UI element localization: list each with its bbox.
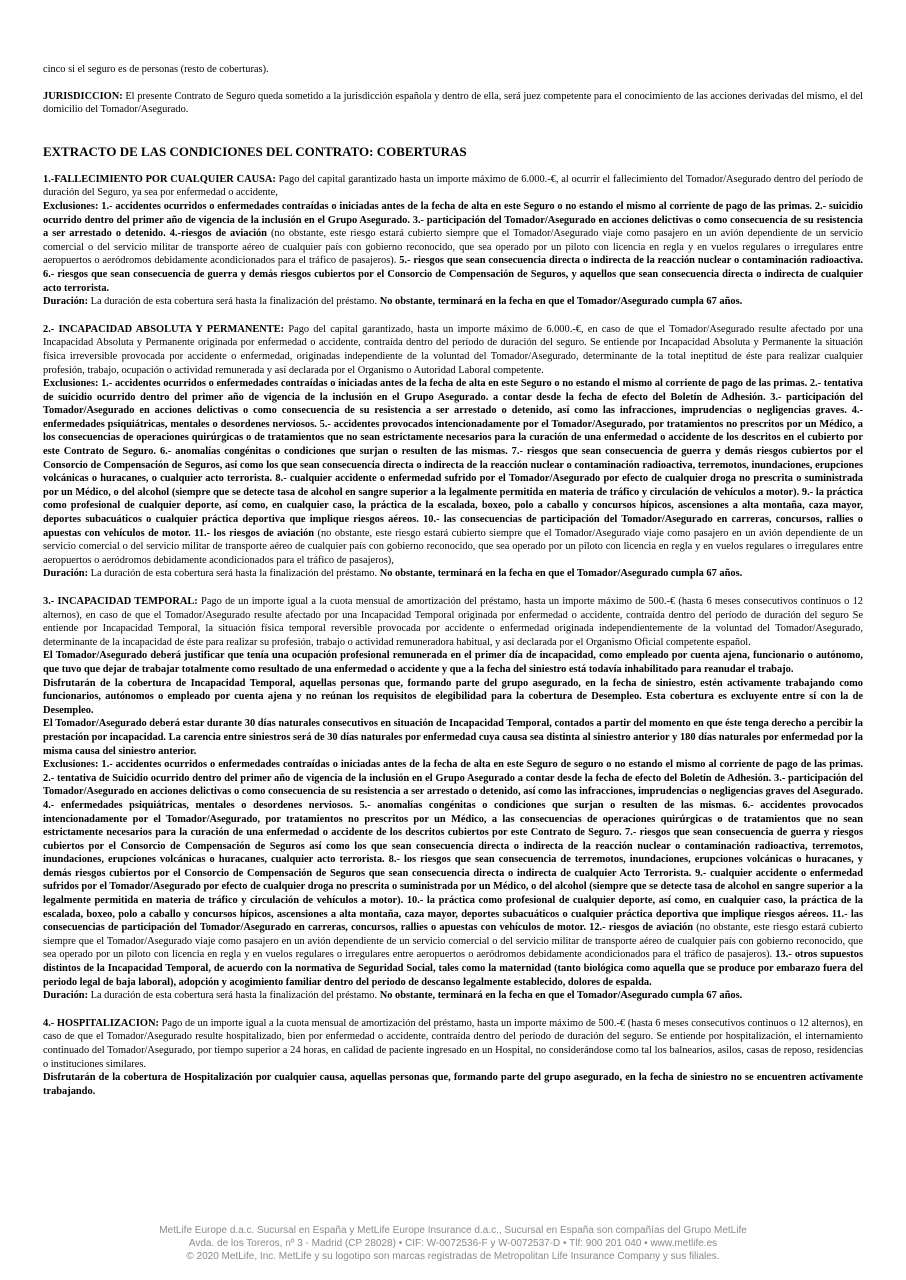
- incapacidad-temporal-justificar: [43, 649, 863, 676]
- incapacidad-temporal-exclusions: [43, 758, 863, 989]
- exclusions-part-a: Exclusiones: 1.- accidentes ocurridos o enfermedades contraídas o iniciadas antes de la fecha de alta en este Seguro de seguro o no estando el mismo al corriente de pago de las primas. 2.- tentativa de Suicidio ocurrido dentro del primer año de vigencia de la inclusión en el Grupo Asegurado a contar desde la fecha de efecto del Boletín de Adhesión. 3.- participación del Tomador/Asegurado en acciones delictivas o como consecuencia de su resistencia a ser arrestado o detenido, así como las infracciones, imprudencias o negligencias graves del Asegurado. 4.- enfermedades psiquiátricas, mentales o desordenes nerviosos. 5.- anomalías congénitas o condiciones que surjan o resulten de las mismas. 6.- accidentes provocados intencionadamente por el Tomador/Asegurado, por tratamientos no prescritos por un Médico, a las consecuencias de operaciones quirúrgicas o de tratamientos que no sean estrictamente necesarios para la curación de una enfermedad o accidente de los descritos cubiertos por este Contrato de Seguro. 7.- riesgos que sean consecuencia de guerra y riesgos cubiertos por el Consorcio de Compensación de Seguros así como los que sean consecuencia directa o indirecta de la reacción nuclear o contaminación radioactiva, terremotos, inundaciones, erupciones volcánicas o huracanes, cualquier acto terrorista. 8.- los riesgos que sean consecuencia de terremotos, inundaciones, erupciones volcánicas o huracanes, y demás riesgos cubiertos por el Consorcio de Compensación de Seguros que sean consecuencia directa o indirecta de cualquier Acto Terrorista. 9.- cualquier accidente o enfermedad sufridos por el Tomador/Asegurado por efecto de cualquier droga no prescrita o suministrada por un Médico, o del alcohol (siempre que se detecte tasa de alcohol en sangre superior a la legalmente permitida en materia de tráfico y circulación de vehículos a motor). 10.- la práctica como profesional de cualquier deporte, así como, en cualquier caso, la práctica de la escalada, boxeo, polo a caballo y concursos hípicos, ascensiones a alta montaña, caza mayor, deportes subacuáticos o cualquier práctica deportiva que implique riesgos aéreos. 11.- las consecuencias de participación del Tomador/Asegurado en carreras, concursos, rallies o apuestas con vehículos de motor. 12.- riesgos de aviación: [43, 759, 863, 934]
- exclusions-part-a: Exclusiones: 1.- accidentes ocurridos o enfermedades contraídas o iniciadas antes de la fecha de alta en este Seguro o no estando el mismo al corriente de pago de las primas. 2.- tentativa de suicidio ocurrido dentro del primer año de vigencia de la inclusión en el Grupo Asegurado. a contar desde la fecha de efecto del Boletín de Adhesión. 3.- participación del Tomador/Asegurado en acciones delictivas o como consecuencia de su resistencia a ser arrestado o detenido, así como las infracciones, imprudencias o negligencias graves. 4.-enfermedades psiquiátricas, mentales o desordenes nerviosos. 5.- accidentes provocados intencionadamente por el Tomador/Asegurado, por tratamientos no prescritos por un Médico, a los consecuencias de operaciones quirúrgicas o de tratamientos que no sean estrictamente necesarios para la curación de una enfermedad o accidente de los descritos en el cubierto por este Contrato de Seguro. 6.- anomalías congénitas o condiciones que surjan o resulten de las mismas. 7.- riesgos que sean consecuencia de guerra y demás riesgos cubiertos por el Consorcio de Compensación de Seguros, así como los que sean consecuencia directa o indirecta de la reacción nuclear o contaminación radioactiva, terremotos, inundaciones, erupciones volcánicas o huracanes, o cualquier acto terrorista. 8.- cualquier accidente o enfermedad sufrido por el Tomador/Asegurado por efecto de cualquier droga no prescrita o suministrada por un Médico, o del alcohol (siempre que se detecte tasa de alcohol en sangre superior a la legalmente permitida en materia de tráfico y circulación de vehículos a motor). 9.- la práctica como profesional de cualquier deporte, así como, en cualquier caso, la práctica de la escalada, boxeo, polo a caballo y concursos hípicos, ascensiones a alta montaña, caza mayor, deportes subacuáticos o cualquier práctica deportiva que implique riesgos aéreos. 10.- las consecuencias de participación del Tomador/Asegurado en carreras, concursos, rallies o apuestas con vehículos de motor. 11.- los riesgos de aviación: [43, 378, 863, 539]
- incapacidad-absoluta-duration: [43, 567, 863, 581]
- fallecimiento-intro: [43, 173, 863, 200]
- fallecimiento-exclusions: [43, 200, 863, 295]
- duration-bold: No obstante, terminará en la fecha en que el Tomador/Asegurado cumpla 67 años.: [379, 296, 743, 308]
- document-body: [43, 63, 863, 1098]
- duration-label: Duración:: [43, 296, 89, 308]
- justificar-text: El Tomador/Asegurado deberá justificar que tenía una ocupación profesional remunerada en el primer día de incapacidad, como empleado por cuenta ajena, funcionario o autónomo, que tuvo que dejar de trabajar totalmente como resultado de una enfermedad o accidente y que a la fecha del siniestro está todavía inhabilitado para reanudar el trabajo.: [43, 650, 863, 675]
- coverage-fallecimiento: [43, 173, 863, 309]
- incapacidad-temporal-disfrutaran: [43, 677, 863, 718]
- footer-line-company: MetLife Europe d.a.c. Sucursal en España y MetLife Europe Insurance d.a.c., Sucursal en España son compañías del Grupo MetLife: [159, 1225, 747, 1236]
- hospitalizacion-disfrutaran: [43, 1071, 863, 1098]
- incapacidad-absoluta-exclusions: [43, 377, 863, 567]
- coverage-incapacidad-absoluta: [43, 323, 863, 581]
- incapacidad-absoluta-title: 2.- INCAPACIDAD ABSOLUTA Y PERMANENTE:: [43, 323, 285, 335]
- incapacidad-temporal-text: Pago de un importe igual a la cuota mensual de amortización del préstamo, hasta un importe máximo de 500.-€ (hasta 6 meses consecutivos continuos o 12 alternos), en caso de que el Tomador/Asegurado resulte afectado por una Incapacidad Temporal originada por enfermedad o accidente, contraída dentro del período de duración del seguro Se entiende por Incapacidad Temporal, la situación física temporal reversible provocada por accidente o enfermedad originada independientemente de la voluntad del Tomador/Asegurado, determinante de la incapacidad de éste para realizar su profesión, trabajo o actividad remuneradora habitual, y así declarada por el Organismo Oficial competente español.: [43, 596, 863, 648]
- carencia-text: El Tomador/Asegurado deberá estar durante 30 días naturales consecutivos en situación de Incapacidad Temporal, contados a partir del momento en que éste tenga derecho a percibir la prestación por incapacidad. La carencia entre siniestros será de 30 días naturales por enfermedad cuya causa sea distinta al siniestro anterior y 180 días naturales por enfermedad por la misma causa del siniestro anterior.: [43, 718, 863, 757]
- jurisdiccion-label: JURISDICCION:: [43, 90, 123, 102]
- incapacidad-temporal-intro: [43, 595, 863, 649]
- duration-bold: No obstante, terminará en la fecha en que el Tomador/Asegurado cumpla 67 años.: [379, 990, 743, 1002]
- jurisdiccion-text: El presente Contrato de Seguro queda sometido a la jurisdicción española y dentro de ella, será juez competente para el conocimiento de las acciones derivadas del mismo, el del domicilio del Tomador/Asegurado.: [43, 90, 863, 116]
- exclusions-part-a: Exclusiones: 1.- accidentes ocurridos o enfermedades contraídas o iniciadas antes de la fecha de alta en este Seguro o no estando el mismo al corriente de pago de las primas. 2.- suicidio ocurrido dentro del primer año de vigencia de la inclusión en el Grupo Asegurado. 3.- participación del Tomador/Asegurado en acciones delictivas o como consecuencia de su resistencia a ser arrestado o detenido. 4.-riesgos de aviación: [43, 200, 863, 240]
- hospitalizacion-text: Pago de un importe igual a la cuota mensual de amortización del préstamo, hasta un importe máximo de 500.-€ (hasta 6 meses consecutivos continuos o 12 alternos), en caso de que el Tomador/Asegurado resulte hospitalizado, bien por enfermedad o accidente, contraída dentro del período de duración del seguro. Se entiende por hospitalización, el internamiento continuado del Tomador/Asegurado, por tiempo superior a 24 horas, en calidad de paciente ingresado en un Hospital, no considerándose como tal los balnearios, asilos, casas de reposo, residencias o instituciones similares.: [43, 1017, 863, 1070]
- coverage-hospitalizacion: [43, 1017, 863, 1099]
- disfrutaran-text: Disfrutarán de la cobertura de Hospitalización por cualquier causa, aquellas personas que, formando parte del grupo asegurado, en la fecha de siniestro no se encuentren activamente trabajando.: [43, 1072, 863, 1097]
- fallecimiento-text: Pago del capital garantizado hasta un importe máximo de 6.000.-€, al ocurrir el fallecimiento del Tomador/Asegurado dentro del período de duración del Seguro, ya sea por enfermedad o accidente,: [43, 173, 863, 199]
- duration-bold: No obstante, terminará en la fecha en que el Tomador/Asegurado cumpla 67 años.: [379, 568, 743, 580]
- fallecimiento-title: 1.-FALLECIMIENTO POR CUALQUIER CAUSA:: [43, 173, 276, 185]
- hospitalizacion-intro: [43, 1017, 863, 1071]
- duration-text: La duración de esta cobertura será hasta la finalización del préstamo.: [88, 990, 380, 1002]
- incapacidad-absoluta-intro: [43, 323, 863, 377]
- duration-label: Duración:: [43, 568, 89, 580]
- disfrutaran-text: Disfrutarán de la cobertura de Incapacidad Temporal, aquellas personas que, formando parte del grupo asegurado, en la fecha de siniestro, estén activamente trabajando como funcionarios, autónomos o empleado por cuenta ajena y no reúnan los requisitos de elegibilidad para la cobertura de Desempleo. Esta cobertura es excluyente entre sí con la de Desempleo.: [43, 677, 863, 716]
- exclusions-part-c: 13.- otros supuestos distintos de la Incapacidad Temporal, de acuerdo con la normativa de Seguridad Social, tales como la maternidad (tanto biológica como aquella que se produce por embarazo fuera del periodo legal de baja laboral), adopción y acogimiento familiar dentro del periodo de descanso legalmente establecido, dolores de espalda.: [43, 949, 863, 988]
- section-heading: EXTRACTO DE LAS CONDICIONES DEL CONTRATO: COBERTURAS: [43, 143, 467, 159]
- fallecimiento-duration: [43, 295, 863, 309]
- duration-label: Duración:: [43, 990, 89, 1002]
- page-footer: [0, 1224, 906, 1263]
- jurisdiccion-paragraph: [43, 90, 863, 117]
- footer-line-address: Avda. de los Toreros, nº 3 - Madrid (CP 28028) • CIF: W-0072536-F y W-0072537-D • Tlf: 900 201 040 • www.metlife.es: [188, 1238, 718, 1249]
- exclusions-part-b: (no obstante, este riesgo estará cubierto siempre que el Tomador/Asegurado viaje como pasajero en un avión dependiente de un servicio comercial o del servicio militar de transporte aéreo de cualquier país con gobierno reconocido, que sea operado por un piloto con licencia en regla y en vuelos regulares o irregulares entre aeropuertos o aeródromos debidamente acondicionados para el tráfico de pasajeros).: [43, 922, 863, 961]
- coverage-incapacidad-temporal: [43, 595, 863, 1003]
- footer-line-copyright: © 2020 MetLife, Inc. MetLife y su logotipo son marcas registradas de Metropolitan Life Insurance Company y sus filiales.: [186, 1251, 720, 1262]
- continuation-line: cinco si el seguro es de personas (resto de coberturas).: [43, 64, 269, 75]
- continuation-text: [43, 63, 863, 77]
- incapacidad-temporal-carencia: [43, 717, 863, 758]
- incapacidad-temporal-title: 3.- INCAPACIDAD TEMPORAL:: [43, 596, 198, 607]
- incapacidad-absoluta-text: Pago del capital garantizado, hasta un importe máximo de 6.000.-€, en caso de que el Tomador/Asegurado resulte afectado por una Incapacidad Absoluta y Permanente originada por enfermedad o accidente, contraída dentro del período de duración del seguro. Se entiende por Incapacidad Absoluta y Permanente la situación física irreversible provocada por accidente o enfermedad, originadas independiente de la voluntad del Tomador/Asegurado, determinante de la total ineptitud de éste para realizar cualquier profesión, trabajo, ocupación o actividad remunerada y así declarada por el Organismo o Autoridad Laboral competente.: [43, 323, 863, 376]
- hospitalizacion-title: 4.- HOSPITALIZACION:: [43, 1017, 159, 1029]
- duration-text: La duración de esta cobertura será hasta la finalización del préstamo.: [88, 568, 380, 580]
- incapacidad-temporal-duration: [43, 989, 863, 1003]
- exclusions-part-c: 5.- riesgos que sean consecuencia directa o indirecta de la reacción nuclear o contaminación radioactiva. 6.- riesgos que sean consecuencia de guerra y demás riesgos cubiertos por el Consorcio de Compensación de Seguros, y aquellos que sean consecuencia directa o indirecta de cualquier acto terrorista.: [43, 255, 863, 294]
- exclusions-part-b: (no obstante, este riesgo estará cubierto siempre que el Tomador/Asegurado viaje como pasajero en un avión dependiente de un servicio comercial o del servicio militar de transporte aéreo de cualquier país con gobierno reconocido, que sea operado por un piloto con licencia en regla y en vuelos regulares o irregulares entre aeropuertos o aeródromos debidamente acondicionados para el tráfico de pasajeros),: [43, 527, 864, 566]
- exclusions-part-b: (no obstante, este riesgo estará cubierto siempre que el Tomador/Asegurado viaje como pasajero en un avión dependiente de un servicio comercial o del servicio militar de transporte aéreo de cualquier país con gobierno reconocido, que sea operado por un piloto con licencia en regla y en vuelos regulares o irregulares entre aeropuertos o aeródromos debidamente acondicionados para el tráfico de pasajeros).: [43, 228, 863, 267]
- duration-text: La duración de esta cobertura será hasta la finalización del préstamo.: [88, 296, 380, 308]
